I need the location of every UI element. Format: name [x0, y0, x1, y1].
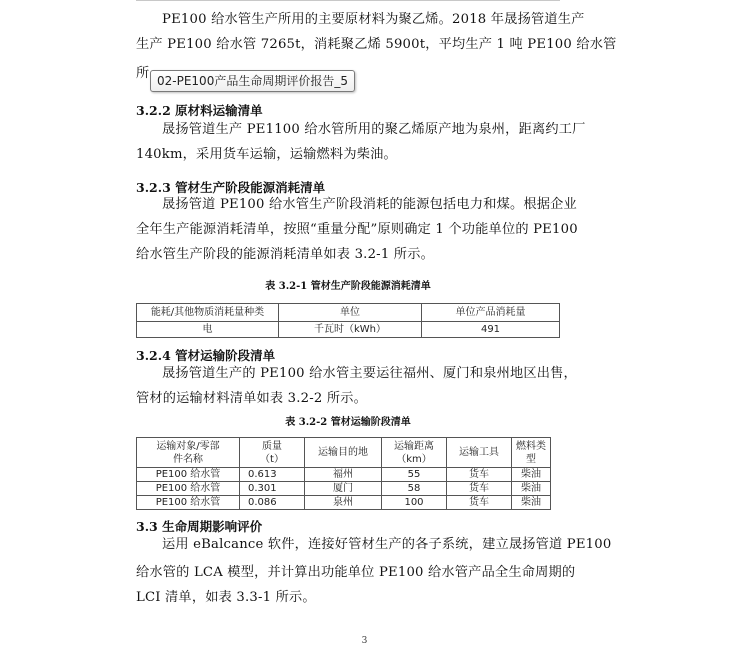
page-number: 3 — [361, 636, 368, 646]
table-cell: PE100 给水管 — [137, 468, 240, 482]
table-header-cell: 单位 — [279, 304, 422, 322]
table-cell: 货车 — [447, 496, 512, 510]
transport-table — [136, 437, 551, 510]
table-cell: 电 — [137, 322, 279, 338]
table-header-cell — [240, 438, 305, 468]
table-row — [137, 482, 551, 496]
header-line: （km） — [396, 453, 432, 465]
table-header-cell: 能耗/其他物质消耗量种类 — [137, 304, 279, 322]
energy-consumption-table — [136, 303, 560, 338]
paragraph-line: LCI 清单，如表 3.3-1 所示。 — [136, 590, 316, 605]
paragraph-line: PE100 给水管生产所用的主要原材料为聚乙烯。2018 年晟扬管道生产 — [162, 12, 585, 27]
paragraph-line: 给水管的 LCA 模型，并计算出功能单位 PE100 给水管产品全生命周期的 — [136, 565, 576, 580]
table-cell: PE100 给水管 — [137, 496, 240, 510]
table-cell: PE100 给水管 — [137, 482, 240, 496]
table-header-cell: 单位产品消耗量 — [422, 304, 560, 322]
header-line: 运输对象/零部 — [156, 440, 220, 452]
header-line: 运输距离 — [394, 440, 434, 452]
paragraph-line: 140km，采用货车运输，运输燃料为柴油。 — [136, 147, 397, 162]
table-header-cell: 运输目的地 — [305, 438, 382, 468]
table-cell: 0.301 — [240, 482, 305, 496]
table-header-row — [137, 304, 560, 322]
header-line: 件名称 — [173, 453, 203, 465]
table-cell: 55 — [382, 468, 447, 482]
table-row — [137, 468, 551, 482]
table-header-cell: 运输工具 — [447, 438, 512, 468]
table-header-row — [137, 438, 551, 468]
table-cell: 0.086 — [240, 496, 305, 510]
table-header-cell — [137, 438, 240, 468]
paragraph-line: 所 — [136, 66, 150, 81]
section-heading-3-2-3: 3.2.3 管材生产阶段能源消耗清单 — [136, 180, 326, 195]
table-cell: 58 — [382, 482, 447, 496]
table-cell: 泉州 — [305, 496, 382, 510]
header-line: 质量 — [262, 440, 282, 452]
section-heading-3-2-4: 3.2.4 管材运输阶段清单 — [136, 348, 276, 363]
table-cell: 千瓦时（kWh） — [279, 322, 422, 338]
table-cell: 福州 — [305, 468, 382, 482]
table-caption-3-2-1: 表 3.2-1 管材生产阶段能源消耗清单 — [265, 281, 431, 292]
table-cell: 货车 — [447, 482, 512, 496]
table-cell: 491 — [422, 322, 560, 338]
table-cell: 柴油 — [512, 496, 551, 510]
table-cell: 柴油 — [512, 482, 551, 496]
section-heading-3-2-2: 3.2.2 原材料运输清单 — [136, 103, 263, 118]
filename-tooltip: 02-PE100产品生命周期评价报告_5 — [150, 70, 355, 92]
paragraph-line: 晟扬管道生产的 PE100 给水管主要运往福州、厦门和泉州地区出售， — [162, 366, 577, 381]
paragraph-line: 生产 PE100 给水管 7265t，消耗聚乙烯 5900t，平均生产 1 吨 PE100 给水管 — [136, 37, 617, 52]
table-header-cell — [382, 438, 447, 468]
paragraph-line: 全年生产能源消耗清单，按照“重量分配”原则确定 1 个功能单位的 PE100 — [136, 222, 578, 237]
table-cell: 货车 — [447, 468, 512, 482]
section-heading-3-3: 3.3 生命周期影响评价 — [136, 519, 263, 534]
paragraph-line: 运用 eBalcance 软件，连接好管材生产的各子系统，建立晟扬管道 PE100 — [162, 537, 612, 552]
table-header-cell: 燃料类型 — [512, 438, 551, 468]
paragraph-line: 管材的运输材料清单如表 3.2-2 所示。 — [136, 391, 368, 406]
paragraph-line: 晟扬管道 PE100 给水管生产阶段消耗的能源包括电力和煤。根据企业 — [162, 197, 577, 212]
table-caption-3-2-2: 表 3.2-2 管材运输阶段清单 — [285, 417, 411, 428]
header-line: （t） — [260, 453, 284, 465]
table-cell: 厦门 — [305, 482, 382, 496]
top-rule — [136, 0, 560, 1]
table-row — [137, 496, 551, 510]
paragraph-line: 给水管生产阶段的能源消耗清单如表 3.2-1 所示。 — [136, 247, 434, 262]
table-cell: 0.613 — [240, 468, 305, 482]
table-cell: 100 — [382, 496, 447, 510]
paragraph-line: 晟扬管道生产 PE1100 给水管所用的聚乙烯原产地为泉州，距离约工厂 — [162, 122, 586, 137]
table-cell: 柴油 — [512, 468, 551, 482]
table-row — [137, 322, 560, 338]
